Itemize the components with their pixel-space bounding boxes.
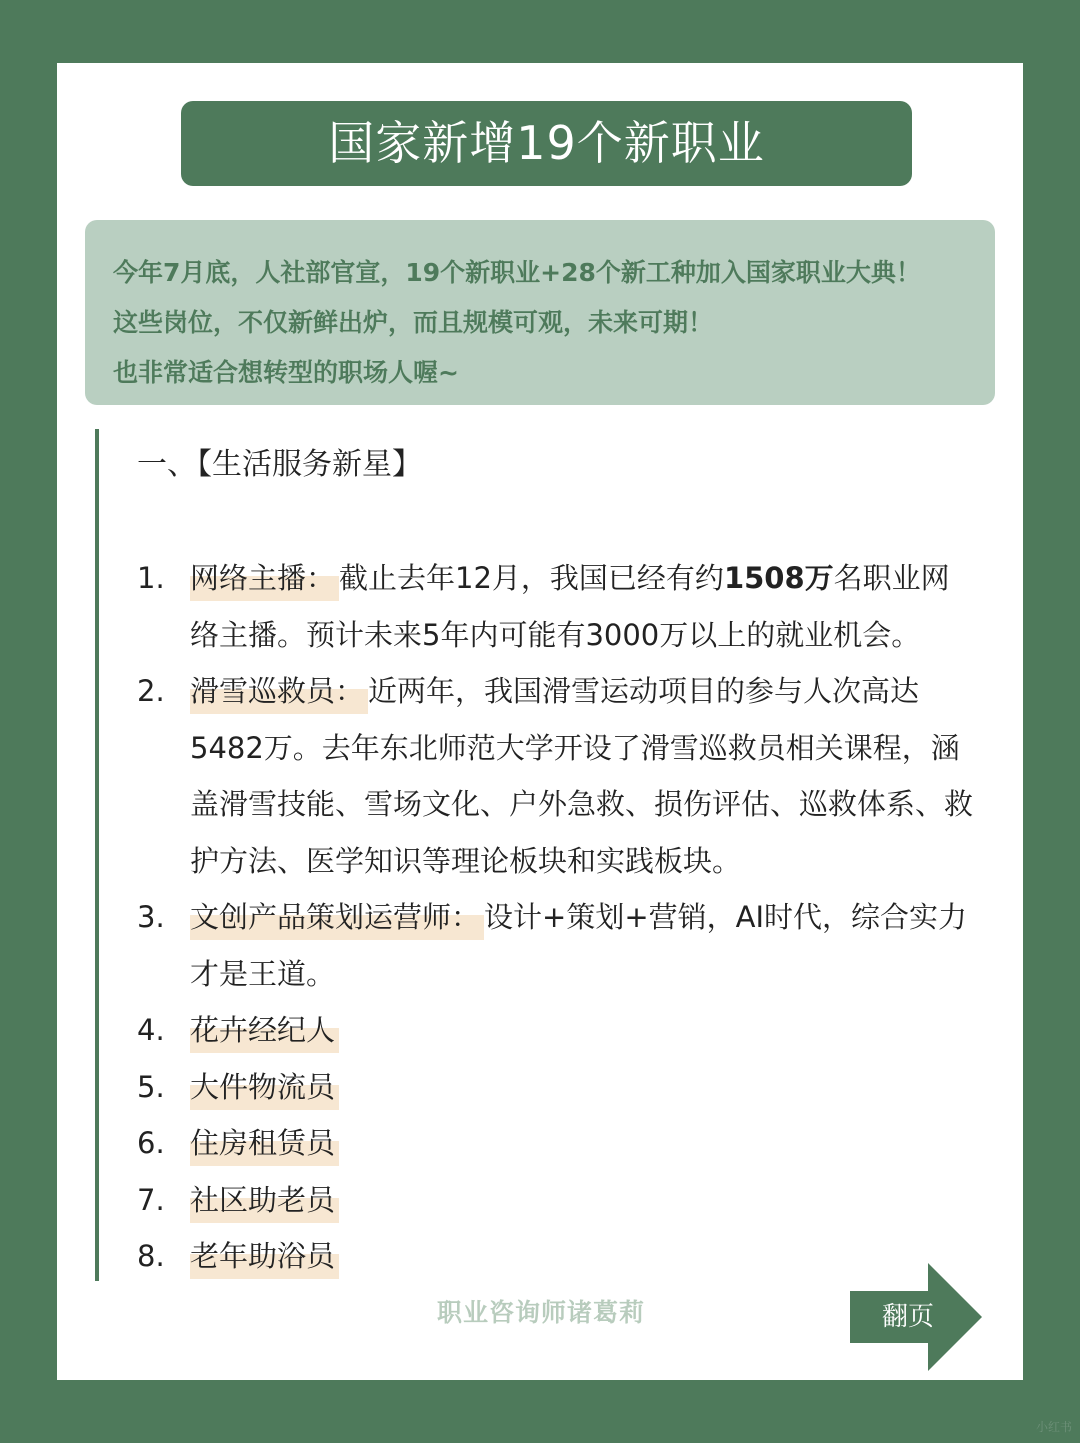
job-description: 近两年，我国滑雪运动项目的参与人次高达5482万。去年东北师范大学开设了滑雪巡救员相关课程，涵盖滑雪技能、雪场文化、户外急救、损伤评估、巡救体系、救护方法、医学知识等理论板块和实践板块。 [190, 674, 974, 878]
job-description: 截止去年12月，我国已经有约1508万名职业网络主播。预计未来5年内可能有3000万以上的就业机会。 [190, 561, 950, 652]
job-description: 设计+策划+营销，AI时代，综合实力才是王道。 [190, 900, 968, 991]
job-name: 网络主播： [190, 561, 339, 601]
job-name: 花卉经纪人 [190, 1013, 339, 1053]
intro-line: 也非常适合想转型的职场人喔~ [113, 358, 459, 387]
job-name: 大件物流员 [190, 1070, 339, 1110]
job-name: 文创产品策划运营师： [190, 900, 484, 940]
list-item [137, 1059, 977, 1116]
next-page-label: 翻页 [881, 1302, 934, 1332]
section-accent-bar [95, 429, 99, 1281]
watermark: 小红书 [1035, 1420, 1072, 1434]
intro-line: 这些岗位，不仅新鲜出炉，而且规模可观，未来可期！ [113, 308, 714, 337]
list-item [137, 663, 977, 889]
list-item [137, 889, 977, 1002]
content-card [57, 63, 1023, 1380]
item-number: 8. [137, 1239, 165, 1273]
item-number: 5. [137, 1069, 165, 1104]
item-number: 1. [137, 561, 165, 595]
author-credit: 职业咨询师诸葛莉 [437, 1298, 646, 1327]
list-item [137, 1172, 977, 1229]
list-item [137, 550, 977, 663]
job-name: 住房租赁员 [190, 1126, 339, 1166]
item-number: 2. [137, 674, 165, 708]
job-name: 老年助浴员 [190, 1239, 339, 1279]
item-number: 3. [137, 900, 165, 934]
next-page-button[interactable] [850, 1263, 982, 1371]
item-number: 4. [137, 1013, 165, 1047]
job-list [137, 550, 977, 1285]
list-item [137, 1115, 977, 1172]
item-number: 7. [137, 1182, 165, 1217]
page-title: 国家新增19个新职业 [181, 101, 912, 186]
intro-box [85, 220, 995, 405]
list-item [137, 1002, 977, 1059]
intro-line: 今年7月底，人社部官宣，19个新职业+28个新工种加入国家职业大典！ [113, 258, 921, 287]
section-heading: 一、【生活服务新星】 [137, 447, 422, 482]
job-name: 滑雪巡救员： [190, 674, 368, 714]
item-number: 6. [137, 1126, 165, 1160]
job-name: 社区助老员 [190, 1183, 339, 1223]
